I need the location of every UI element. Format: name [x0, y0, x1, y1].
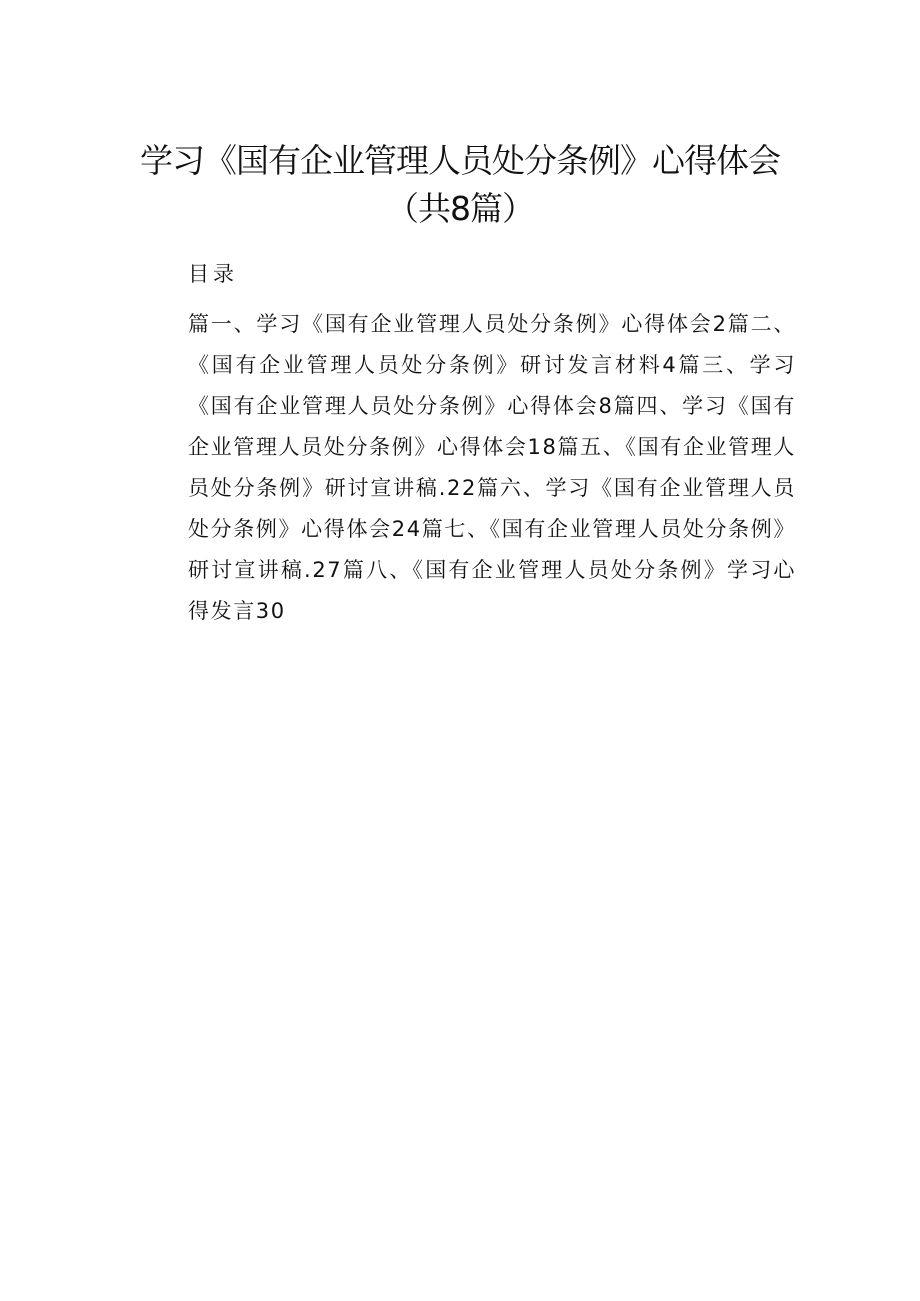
toc-entry-5: 篇五、《国有企业管理人员处分条例》研讨宣讲稿.22 — [188, 435, 796, 500]
document-title: 学习《国有企业管理人员处分条例》心得体会（共8篇） — [140, 141, 780, 228]
toc-entry-7: 篇七、《国有企业管理人员处分条例》研讨宣讲稿.27 — [188, 517, 796, 582]
toc-entry-8: 篇八、《国有企业管理人员处分条例》学习心得发言30 — [188, 558, 797, 623]
toc-heading: 目录 — [188, 262, 238, 286]
toc-entry-2: 篇二、《国有企业管理人员处分条例》研讨发言材料4 — [188, 312, 796, 377]
toc-entry-1: 篇一、学习《国有企业管理人员处分条例》心得体会2 — [188, 312, 728, 336]
toc-entry-3: 篇三、学习《国有企业管理人员处分条例》心得体会8 — [188, 353, 796, 418]
toc-entry-6: 篇六、学习《国有企业管理人员处分条例》心得体会24 — [188, 476, 797, 541]
toc-entry-4: 篇四、学习《国有企业管理人员处分条例》心得体会18 — [188, 394, 796, 459]
toc-list — [188, 304, 796, 632]
